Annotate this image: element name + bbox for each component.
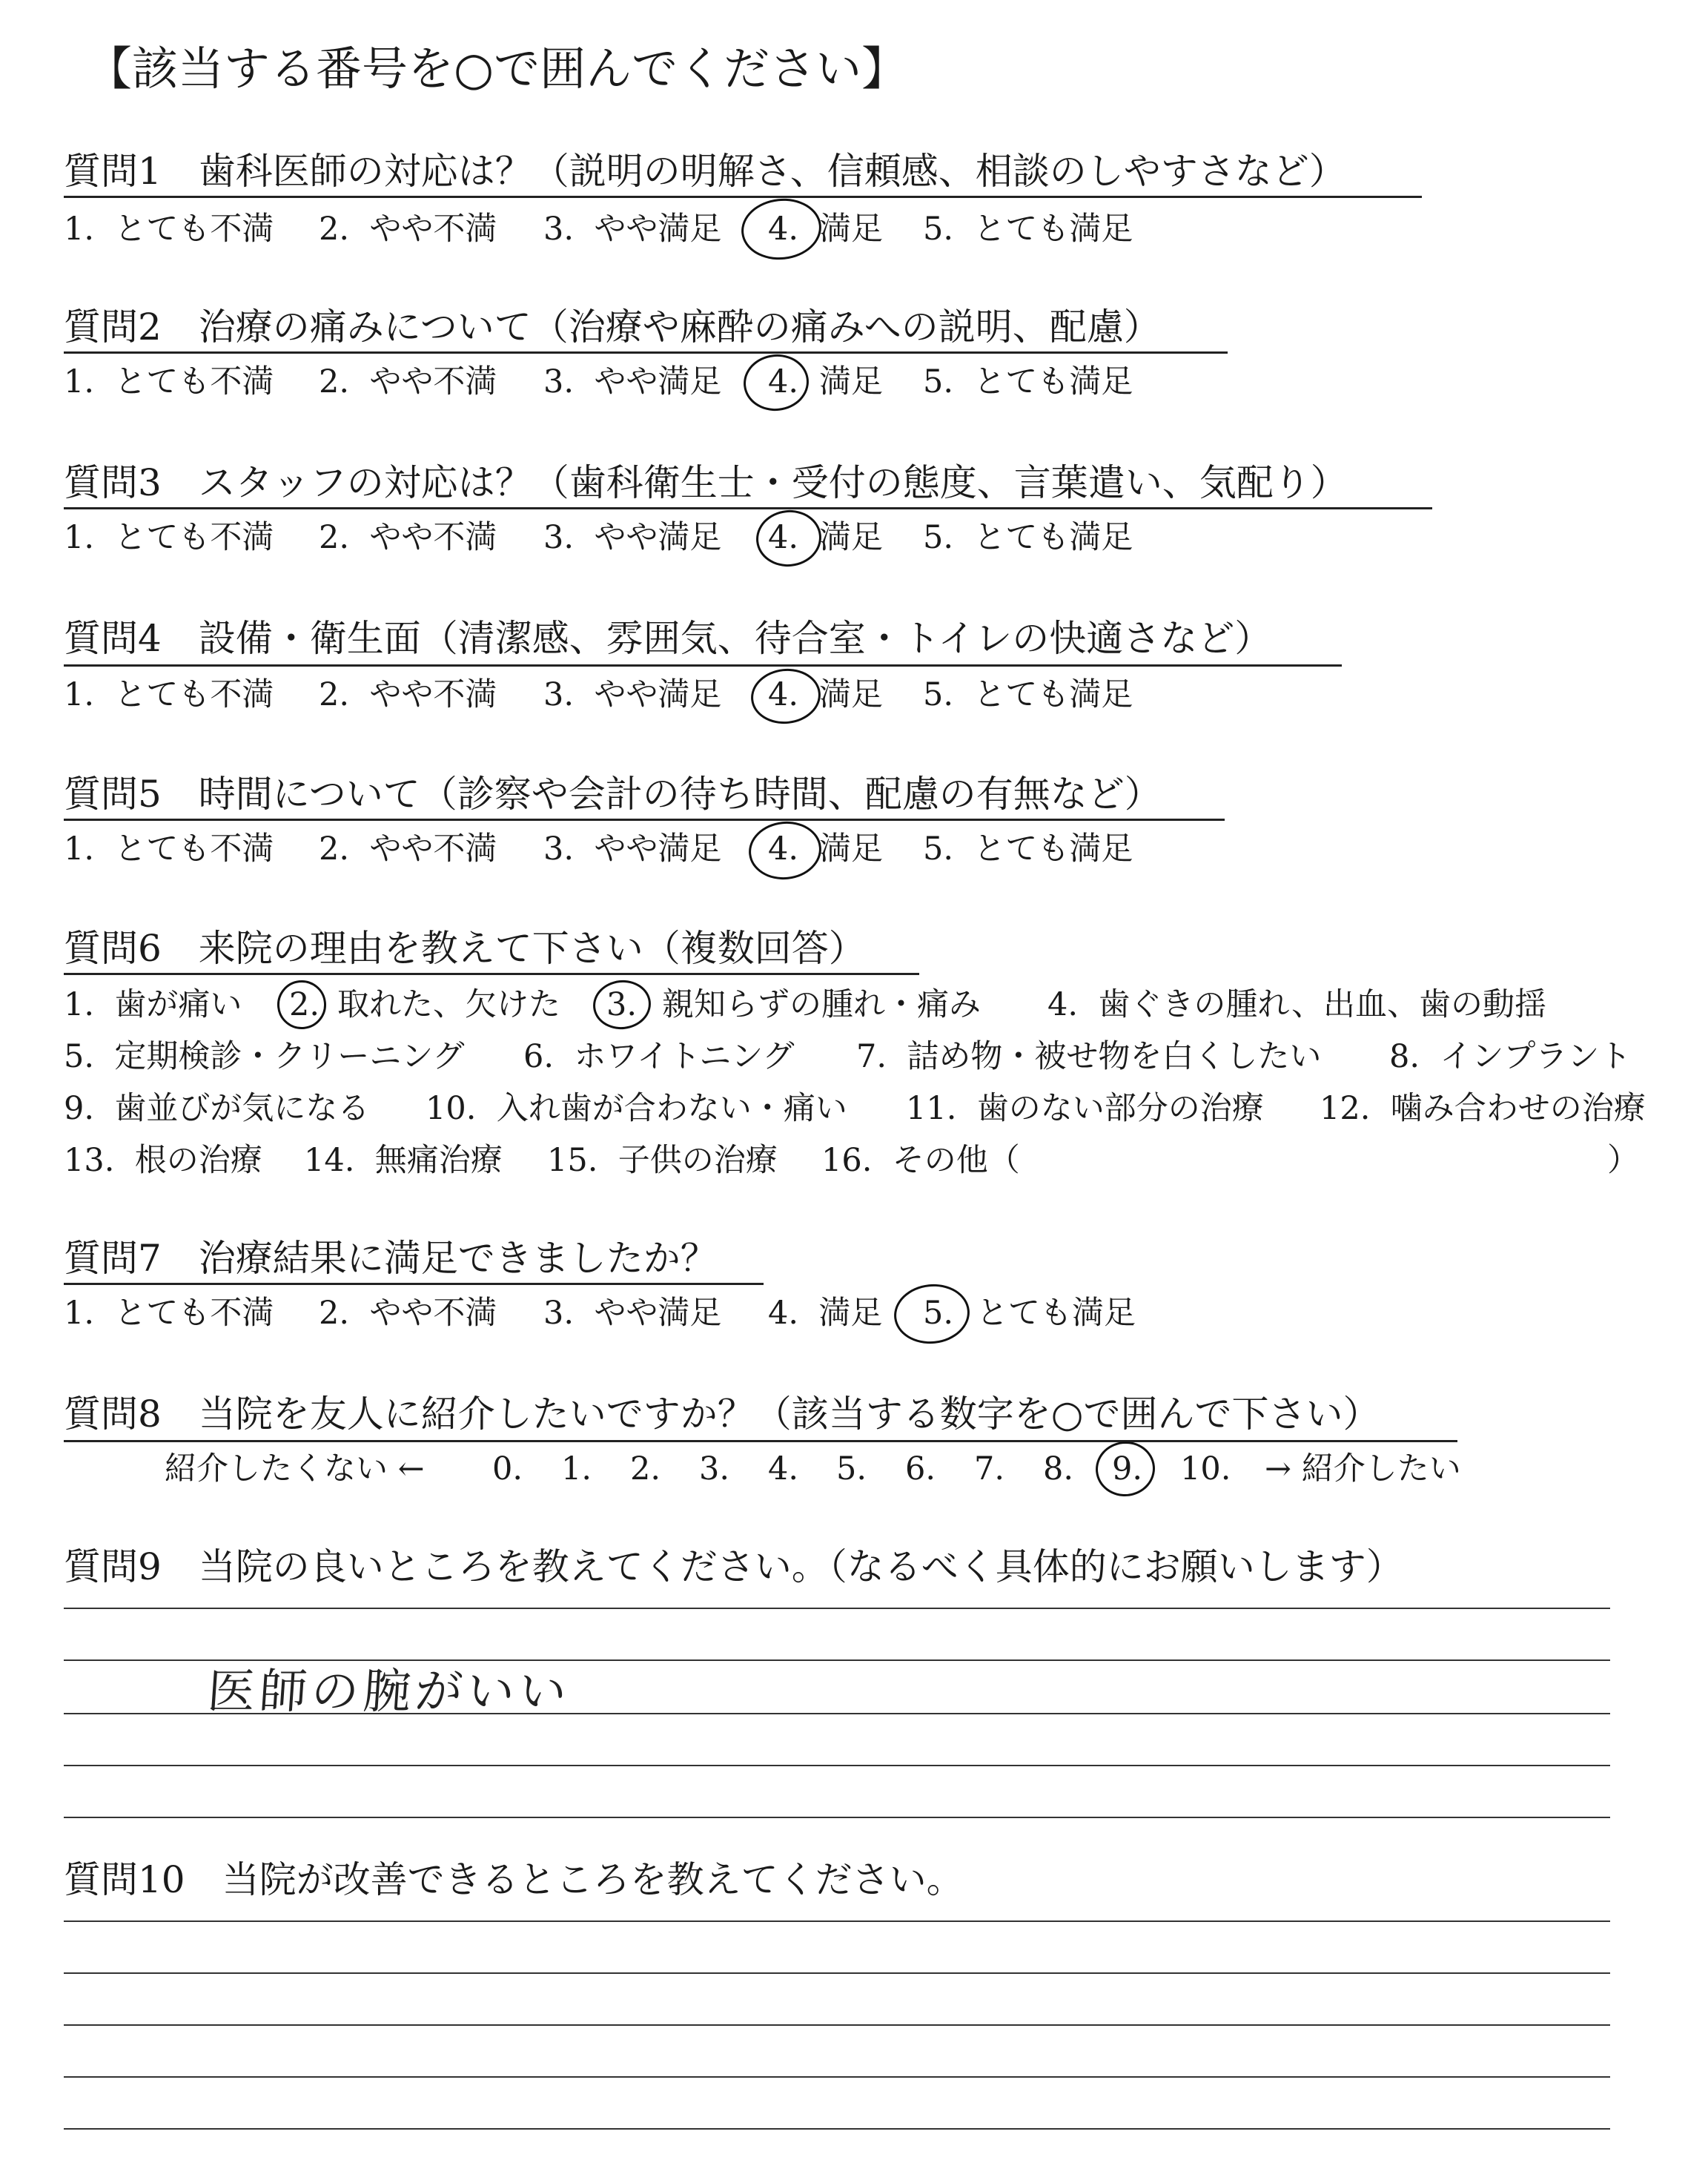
q3-option-1[interactable]: 1. とても不満: [64, 519, 274, 556]
q9-answer-line-1: [64, 1608, 1610, 1609]
q7-option-3[interactable]: 3. やや満足: [543, 1295, 722, 1332]
q1-option-2[interactable]: 2. やや不満: [319, 211, 497, 248]
question-8-title: 質問8 当院を友人に紹介したいですか？（該当する数字を○で囲んで下さい）: [64, 1393, 1380, 1436]
q10-answer-line-4: [64, 2076, 1610, 2078]
q6-selection-circle-2: [275, 978, 329, 1032]
q3-option-5[interactable]: 5. とても満足: [923, 519, 1133, 556]
q3-option-2[interactable]: 2. やや不満: [319, 519, 497, 556]
q4-option-2[interactable]: 2. やや不満: [319, 676, 497, 713]
question-2-underline: [64, 351, 1228, 354]
q1-option-4-label[interactable]: 満足: [819, 211, 883, 248]
q7-option-1[interactable]: 1. とても不満: [64, 1295, 274, 1332]
q10-answer-line-3: [64, 2024, 1610, 2026]
q8-option-0[interactable]: 0.: [492, 1450, 523, 1487]
question-10-title: 質問10 当院が改善できるところを教えてください。: [64, 1858, 964, 1901]
q2-option-2[interactable]: 2. やや不満: [319, 363, 497, 400]
question-7-underline: [64, 1283, 764, 1285]
q3-option-4-label[interactable]: 満足: [819, 519, 883, 556]
q8-option-2[interactable]: 2.: [630, 1450, 661, 1487]
question-5-title: 質問5 時間について（診察や会計の待ち時間、配慮の有無など）: [64, 773, 1162, 816]
q2-option-4-number[interactable]: 4.: [768, 363, 799, 400]
q5-option-4-number[interactable]: 4.: [768, 830, 799, 868]
q7-option-5-label[interactable]: とても満足: [976, 1295, 1136, 1332]
q6-option-2-number[interactable]: 2.: [289, 986, 320, 1023]
q6-option-14[interactable]: 14. 無痛治療: [304, 1142, 503, 1179]
question-8-underline: [64, 1440, 1457, 1442]
q4-option-4-number[interactable]: 4.: [768, 676, 799, 713]
q2-option-4-label[interactable]: 満足: [819, 363, 883, 400]
page-title: 【該当する番号を○で囲んでください】: [86, 42, 908, 96]
q5-option-1[interactable]: 1. とても不満: [64, 830, 274, 868]
q2-option-5[interactable]: 5. とても満足: [923, 363, 1133, 400]
q6-option-1[interactable]: 1. 歯が痛い: [64, 986, 242, 1023]
question-3-title: 質問3 スタッフの対応は？（歯科衛生士・受付の態度、言葉遣い、気配り）: [64, 461, 1348, 504]
q8-right-label: → 紹介したい: [1265, 1450, 1461, 1487]
q2-selection-circle: [741, 351, 811, 415]
question-1-underline: [64, 196, 1422, 198]
q4-option-3[interactable]: 3. やや満足: [543, 676, 722, 713]
question-6-title: 質問6 来院の理由を教えて下さい（複数回答）: [64, 927, 866, 970]
q4-option-5[interactable]: 5. とても満足: [923, 676, 1133, 713]
q6-option-16[interactable]: 16. その他（: [821, 1142, 1020, 1179]
q6-option-12[interactable]: 12. 噛み合わせの治療: [1320, 1090, 1646, 1127]
q1-selection-circle: [738, 195, 824, 264]
q4-option-1[interactable]: 1. とても不満: [64, 676, 274, 713]
q8-selection-circle: [1093, 1439, 1157, 1499]
question-5-underline: [64, 819, 1225, 821]
q5-option-5[interactable]: 5. とても満足: [923, 830, 1133, 868]
q6-other-close-paren: ）: [1607, 1142, 1639, 1179]
q6-option-4[interactable]: 4. 歯ぐきの腫れ、出血、歯の動揺: [1047, 986, 1546, 1023]
q5-option-2[interactable]: 2. やや不満: [319, 830, 497, 868]
q2-option-3[interactable]: 3. やや満足: [543, 363, 722, 400]
q6-option-7[interactable]: 7. 詰め物・被せ物を白くしたい: [856, 1038, 1322, 1075]
q6-option-8[interactable]: 8. インプラント: [1389, 1038, 1632, 1075]
q7-option-5-number[interactable]: 5.: [923, 1295, 954, 1332]
q4-option-4-label[interactable]: 満足: [819, 676, 883, 713]
q6-option-3-label[interactable]: 親知らずの腫れ・痛み: [662, 986, 981, 1023]
q3-option-3[interactable]: 3. やや満足: [543, 519, 722, 556]
q1-option-4-number[interactable]: 4.: [768, 211, 799, 248]
q6-option-10[interactable]: 10. 入れ歯が合わない・痛い: [426, 1090, 847, 1127]
question-2-title: 質問2 治療の痛みについて（治療や麻酔の痛みへの説明、配慮）: [64, 305, 1161, 349]
q6-selection-circle-3: [591, 977, 653, 1032]
q8-option-8[interactable]: 8.: [1043, 1450, 1074, 1487]
question-6-underline: [64, 973, 919, 975]
q1-option-3[interactable]: 3. やや満足: [543, 211, 722, 248]
q5-option-4-label[interactable]: 満足: [819, 830, 883, 868]
q9-answer-line-2: [64, 1659, 1610, 1661]
q8-option-4[interactable]: 4.: [768, 1450, 799, 1487]
q6-option-13[interactable]: 13. 根の治療: [64, 1142, 262, 1179]
q8-option-6[interactable]: 6.: [905, 1450, 936, 1487]
q3-selection-circle: [753, 507, 824, 570]
q5-selection-circle: [746, 818, 824, 883]
q9-answer-line-5: [64, 1817, 1610, 1818]
q10-answer-line-5: [64, 2128, 1610, 2130]
q6-option-6[interactable]: 6. ホワイトニング: [523, 1038, 795, 1075]
q6-option-3-number[interactable]: 3.: [606, 986, 638, 1023]
q9-handwritten-answer[interactable]: 医師の腕がいい: [205, 1665, 573, 1720]
question-7-title: 質問7 治療結果に満足できましたか？: [64, 1237, 718, 1280]
q7-option-4[interactable]: 4. 満足: [768, 1295, 883, 1332]
q10-answer-line-2: [64, 1972, 1610, 1974]
q6-option-5[interactable]: 5. 定期検診・クリーニング: [64, 1038, 465, 1075]
q7-option-2[interactable]: 2. やや不満: [319, 1295, 497, 1332]
q5-option-3[interactable]: 3. やや満足: [543, 830, 722, 868]
q8-option-10[interactable]: 10.: [1180, 1450, 1231, 1487]
q6-option-15[interactable]: 15. 子供の治療: [547, 1142, 778, 1179]
question-1-title: 質問1 歯科医師の対応は？（説明の明解さ、信頼感、相談のしやすさなど）: [64, 150, 1346, 193]
q8-option-7[interactable]: 7.: [974, 1450, 1005, 1487]
q8-left-label: 紹介したくない ←: [165, 1450, 425, 1487]
question-4-underline: [64, 664, 1342, 667]
q8-option-3[interactable]: 3.: [699, 1450, 730, 1487]
q9-answer-line-4: [64, 1765, 1610, 1766]
question-3-underline: [64, 507, 1432, 509]
q1-option-5[interactable]: 5. とても満足: [923, 211, 1133, 248]
q6-option-2-label[interactable]: 取れた、欠けた: [337, 986, 560, 1023]
q1-option-1[interactable]: 1. とても不満: [64, 211, 274, 248]
q7-selection-circle: [891, 1281, 973, 1347]
q3-option-4-number[interactable]: 4.: [768, 519, 799, 556]
q4-selection-circle: [748, 665, 823, 727]
q6-option-9[interactable]: 9. 歯並びが気になる: [64, 1090, 370, 1127]
q8-option-9[interactable]: 9.: [1112, 1450, 1143, 1487]
q8-option-1[interactable]: 1.: [561, 1450, 592, 1487]
question-4-title: 質問4 設備・衛生面（清潔感、雰囲気、待合室・トイレの快適さなど）: [64, 617, 1272, 660]
q10-answer-line-1: [64, 1920, 1610, 1922]
question-9-title: 質問9 当院の良いところを教えてください。（なるべく具体的にお願いします）: [64, 1545, 1403, 1588]
q6-option-11[interactable]: 11. 歯のない部分の治療: [906, 1090, 1264, 1127]
q2-option-1[interactable]: 1. とても不満: [64, 363, 274, 400]
q8-option-5[interactable]: 5.: [836, 1450, 867, 1487]
